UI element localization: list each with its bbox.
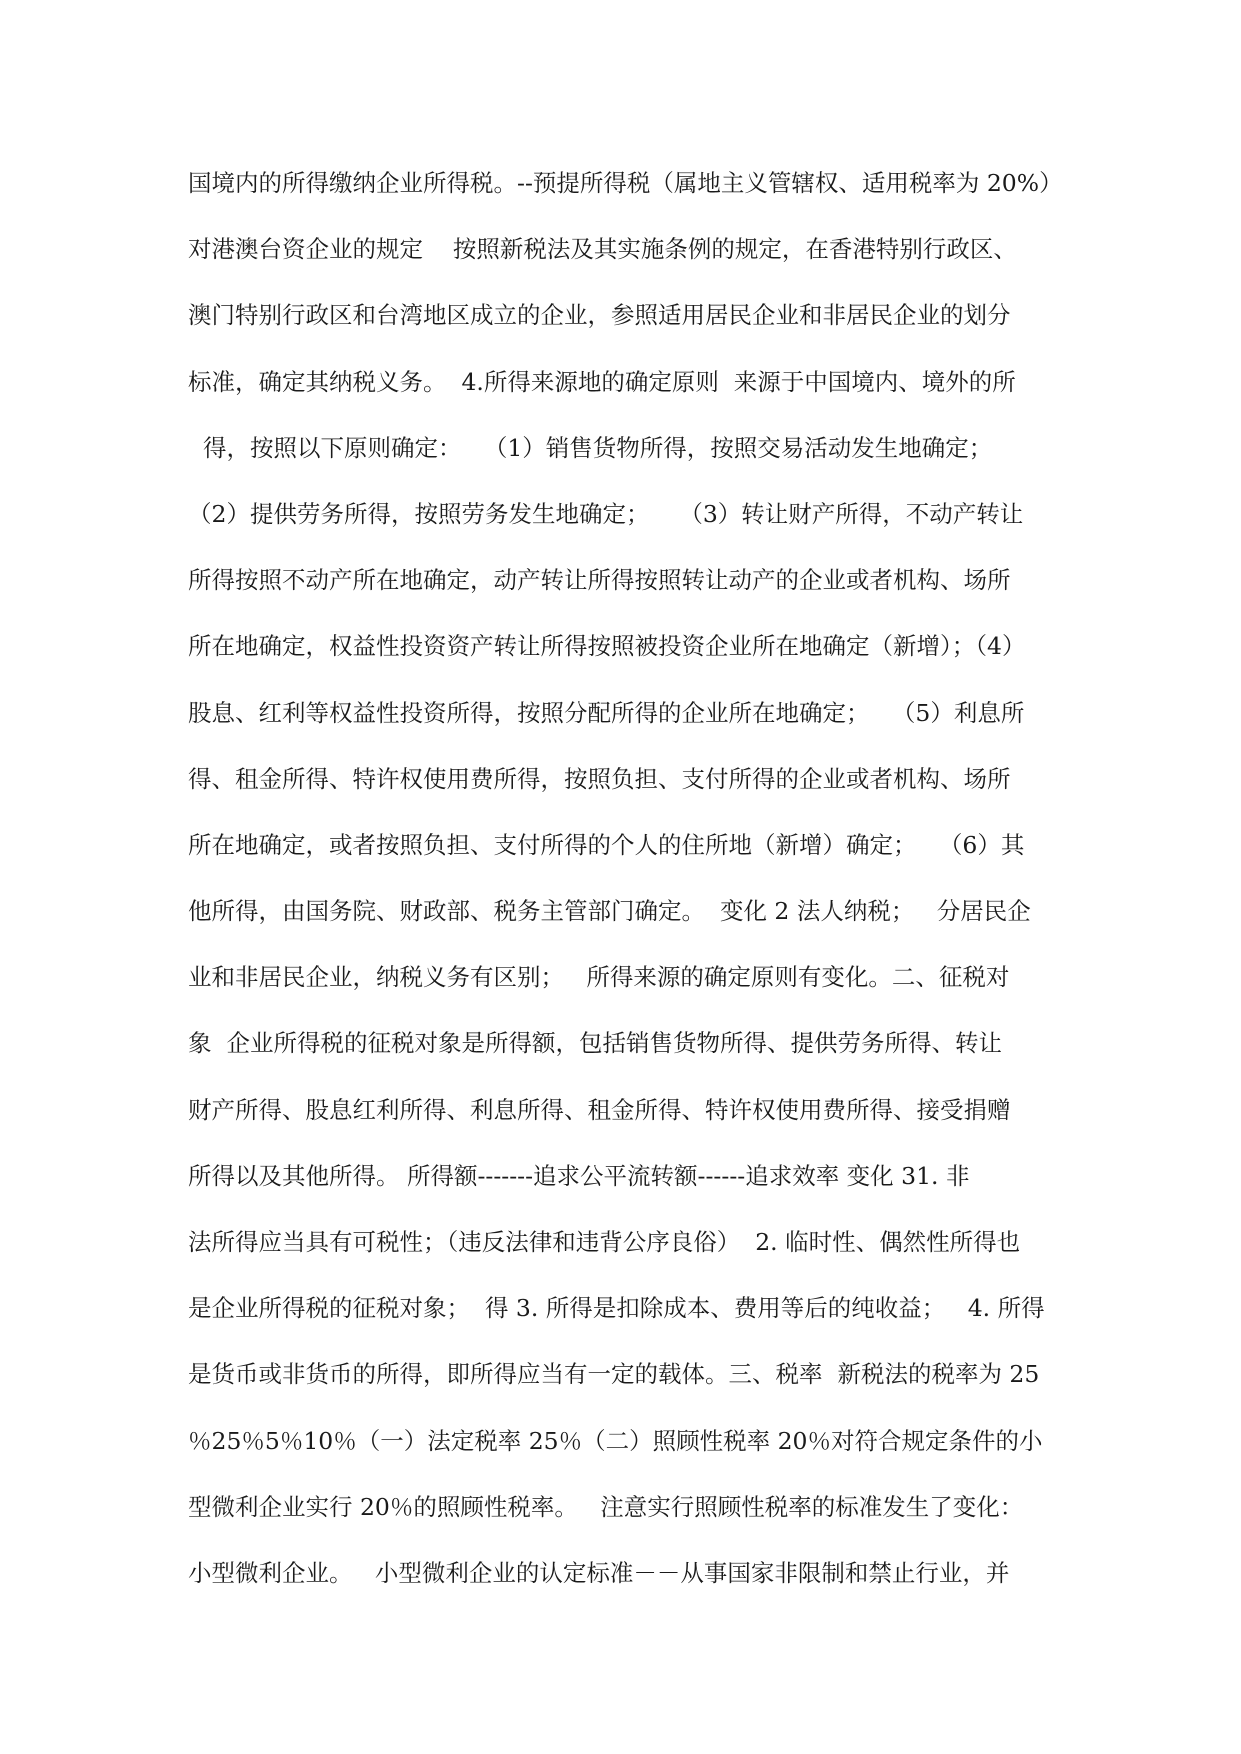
text-line: ％25％5％10％（一）法定税率 25％（二）照顾性税率 20％对符合规定条件的小 (188, 1426, 1043, 1455)
text-line: 小型微利企业。 小型微利企业的认定标准－－从事国家非限制和禁止行业，并 (188, 1558, 1010, 1587)
text-line: 所得以及其他所得。 所得额-------追求公平流转额------追求效率 变化 31. 非 (188, 1161, 970, 1190)
text-line: 所在地确定，权益性投资资产转让所得按照被投资企业所在地确定（新增）；（4） (188, 632, 1026, 661)
text-line: 得，按照以下原则确定： （1）销售货物所得，按照交易活动发生地确定； (188, 433, 993, 462)
body-text (188, 162, 1068, 1618)
text-line: 他所得，由国务院、财政部、税务主管部门确定。 变化 2 法人纳税； 分居民企 (188, 897, 1031, 926)
text-line: 业和非居民企业，纳税义务有区别； 所得来源的确定原则有变化。二、征税对 (188, 963, 1010, 992)
text-line: 国境内的所得缴纳企业所得税。--预提所得税（属地主义管辖权、适用税率为 20%） (188, 169, 1063, 197)
text-line: 对港澳台资企业的规定 按照新税法及其实施条例的规定，在香港特别行政区、 (188, 235, 1017, 264)
text-line: 象 企业所得税的征税对象是所得额，包括销售货物所得、提供劳务所得、转让 (188, 1029, 1002, 1058)
text-line: 财产所得、股息红利所得、利息所得、租金所得、特许权使用费所得、接受捐赠 (188, 1095, 1011, 1124)
text-line: 澳门特别行政区和台湾地区成立的企业，参照适用居民企业和非居民企业的划分 (188, 301, 1011, 330)
text-line: 所得按照不动产所在地确定，动产转让所得按照转让动产的企业或者机构、场所 (188, 566, 1011, 595)
text-line: 型微利企业实行 20％的照顾性税率。 注意实行照顾性税率的标准发生了变化： (188, 1492, 1024, 1521)
text-line: 法所得应当具有可税性；（违反法律和违背公序良俗） 2. 临时性、偶然性所得也 (188, 1228, 1021, 1256)
text-line: 股息、红利等权益性投资所得，按照分配所得的企业所在地确定； （5）利息所 (188, 698, 1025, 727)
text-line: 所在地确定，或者按照负担、支付所得的个人的住所地（新增）确定； （6）其 (188, 830, 1025, 859)
text-line: 标准，确定其纳税义务。 4.所得来源地的确定原则 来源于中国境内、境外的所 (188, 367, 1016, 396)
text-line: 是货币或非货币的所得，即所得应当有一定的载体。三、税率 新税法的税率为 25 (188, 1360, 1040, 1389)
text-line: 得、租金所得、特许权使用费所得，按照负担、支付所得的企业或者机构、场所 (188, 764, 1011, 793)
text-line: 是企业所得税的征税对象； 得 3. 所得是扣除成本、费用等后的纯收益； 4. 所得 (188, 1294, 1045, 1323)
text-line: （2）提供劳务所得，按照劳务发生地确定； （3）转让财产所得，不动产转让 (188, 499, 1024, 528)
